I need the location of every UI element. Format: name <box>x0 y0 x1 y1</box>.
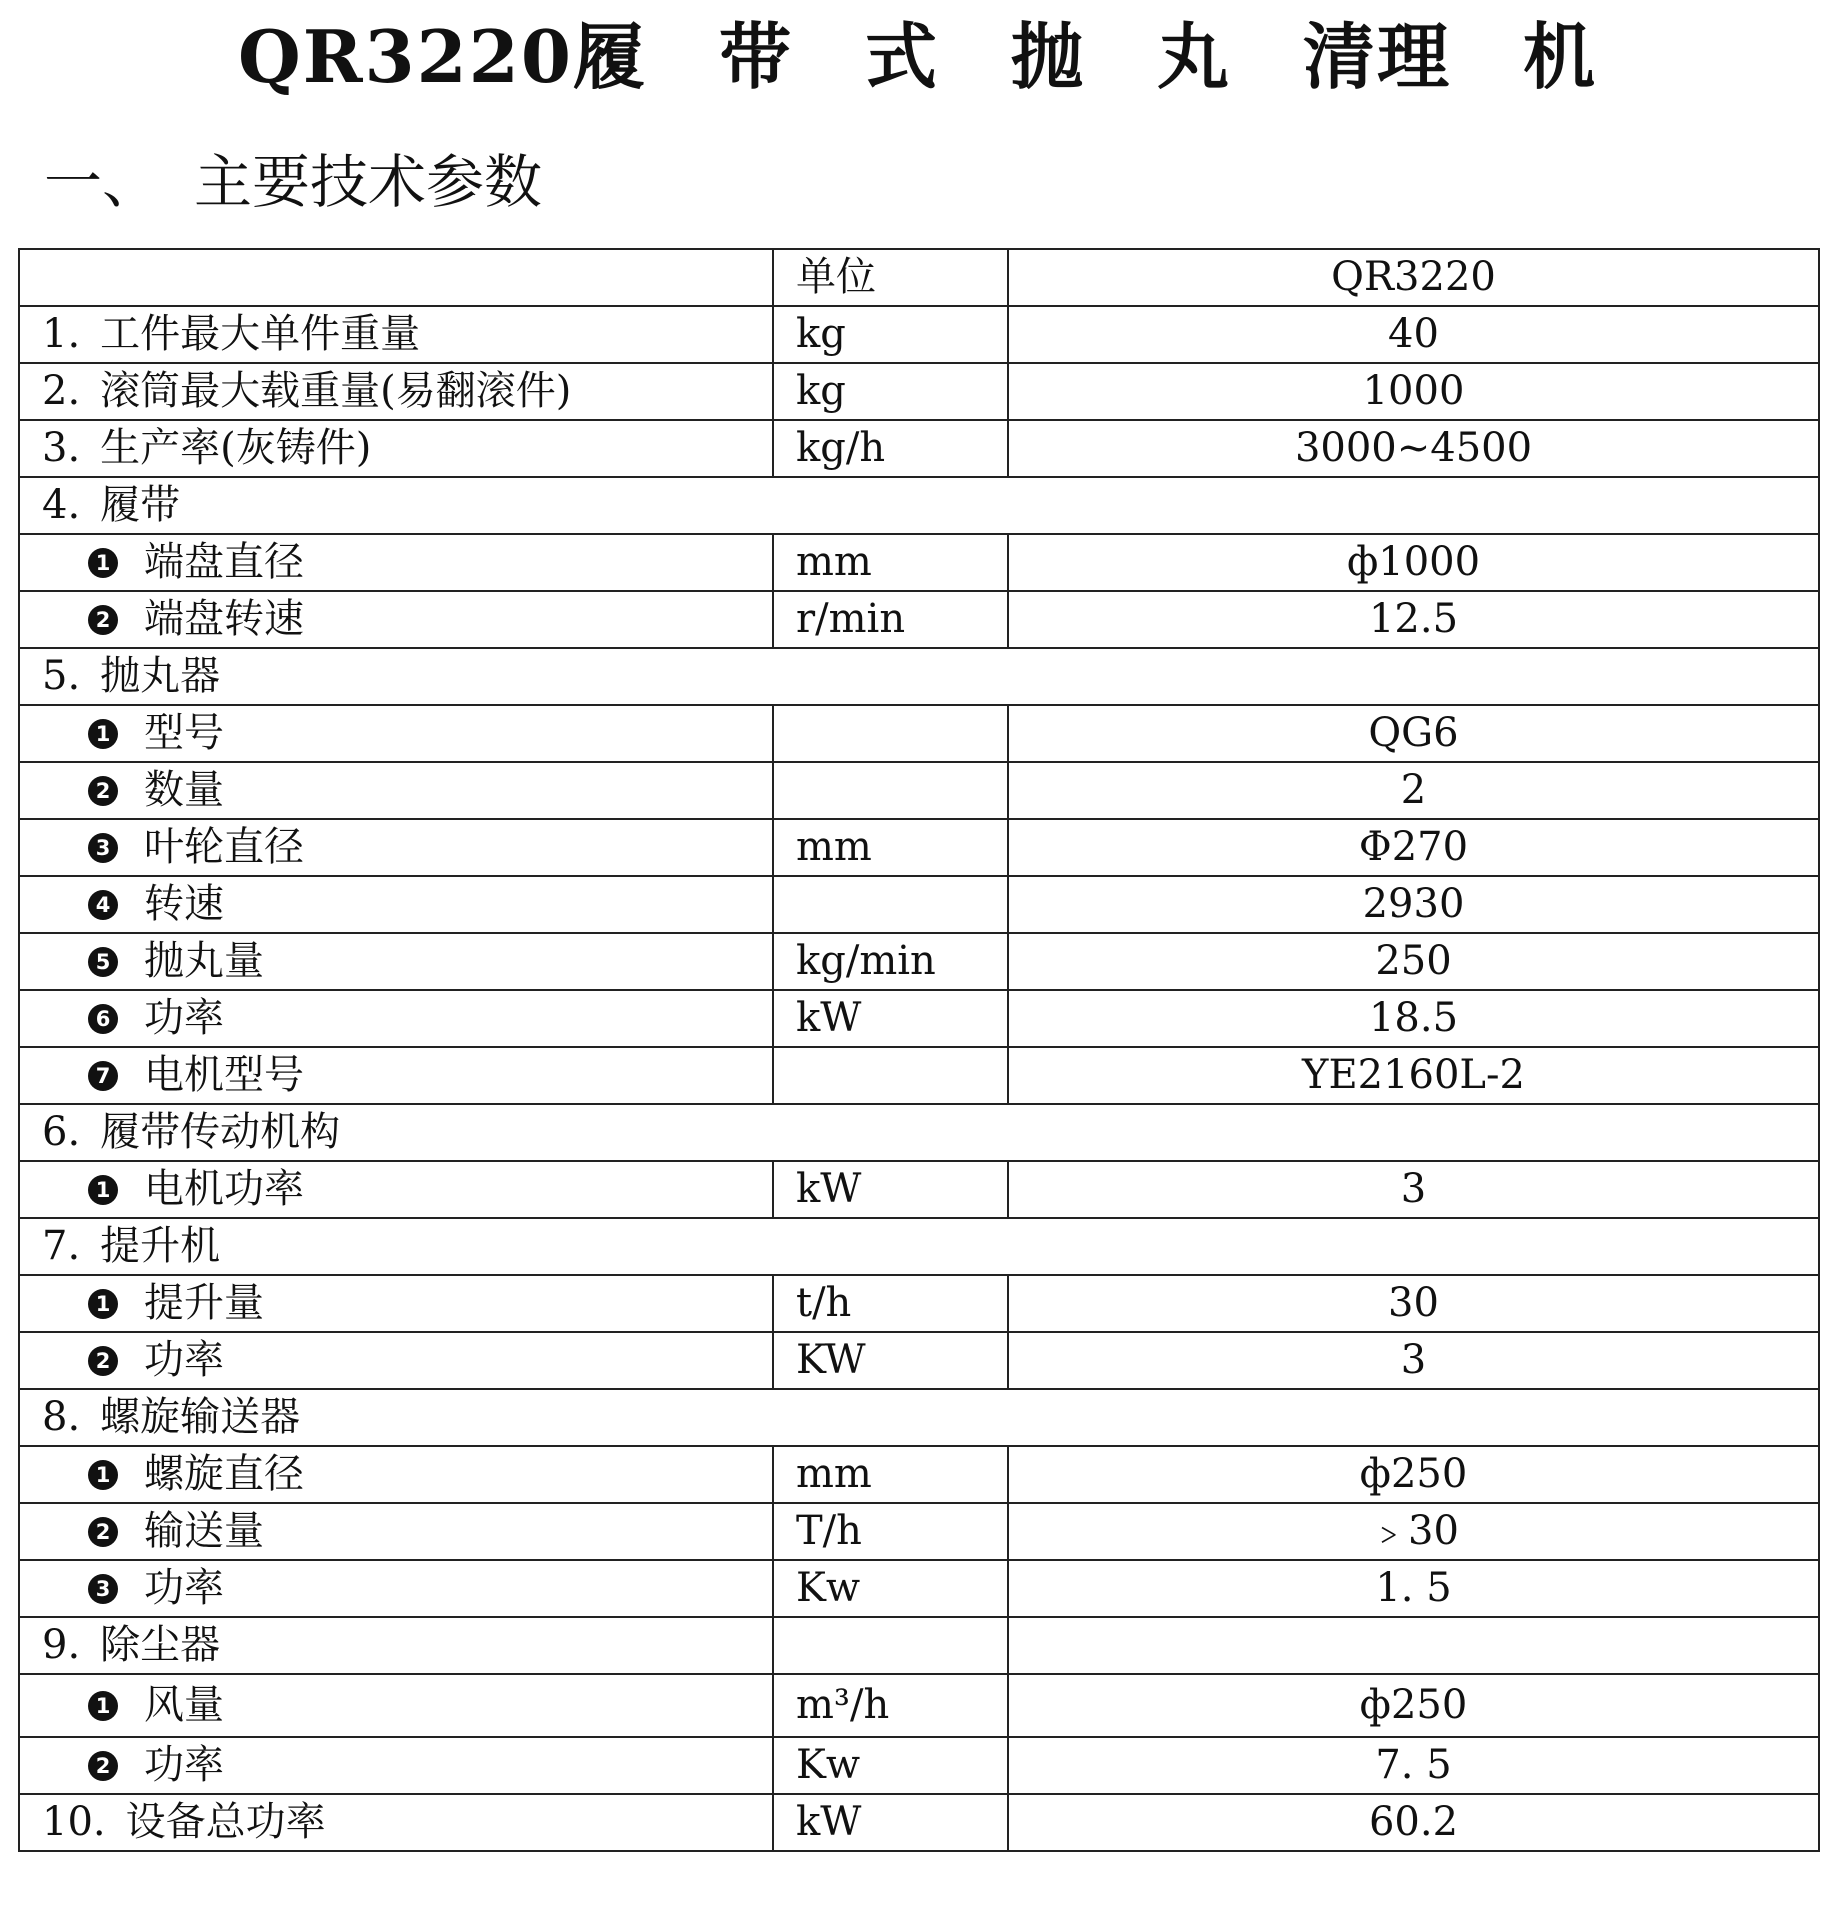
param-value-cell: ф250 <box>1008 1446 1819 1503</box>
param-value-cell: 3000~4500 <box>1008 420 1819 477</box>
table-row <box>19 591 1819 648</box>
header-unit-cell: 单位 <box>773 249 1008 306</box>
item-number: 9. <box>42 1622 81 1668</box>
table-row <box>19 1617 1819 1674</box>
item-number-badge: 1 <box>88 1691 118 1721</box>
param-value-cell: 250 <box>1008 933 1819 990</box>
param-name-cell <box>19 990 773 1047</box>
param-name-cell <box>19 477 1819 534</box>
title-model: QR3220 <box>237 14 573 99</box>
param-label: 履带 <box>100 482 181 528</box>
table-row <box>19 420 1819 477</box>
table-row <box>19 1047 1819 1104</box>
param-value-cell: 40 <box>1008 306 1819 363</box>
param-value-cell: 2930 <box>1008 876 1819 933</box>
item-number-badge: 1 <box>88 719 118 749</box>
param-unit-cell: mm <box>773 1446 1008 1503</box>
param-name-cell <box>19 1503 773 1560</box>
param-label: 功率 <box>144 1742 224 1788</box>
param-label: 螺旋输送器 <box>100 1394 301 1440</box>
param-name-cell <box>19 1737 773 1794</box>
table-row <box>19 1503 1819 1560</box>
param-label: 设备总功率 <box>125 1799 326 1845</box>
param-label: 电机型号 <box>144 1052 304 1098</box>
param-unit-cell <box>773 1617 1008 1674</box>
section-number: 一、 <box>44 148 161 216</box>
table-row <box>19 306 1819 363</box>
item-number: 2. <box>42 368 81 414</box>
param-name-cell <box>19 534 773 591</box>
table-row <box>19 1218 1819 1275</box>
param-unit-cell <box>773 1047 1008 1104</box>
param-name-cell <box>19 1161 773 1218</box>
table-row <box>19 477 1819 534</box>
header-value-cell: QR3220 <box>1008 249 1819 306</box>
table-row <box>19 1332 1819 1389</box>
param-name-cell <box>19 1218 1819 1275</box>
item-number: 10. <box>42 1799 106 1845</box>
item-number: 3. <box>42 425 81 471</box>
table-row <box>19 705 1819 762</box>
item-number-badge: 1 <box>88 548 118 578</box>
table-row <box>19 1389 1819 1446</box>
table-row <box>19 534 1819 591</box>
item-number: 6. <box>42 1109 81 1155</box>
header-name-cell <box>19 249 773 306</box>
param-name-cell <box>19 1794 773 1851</box>
param-value-cell: 7. 5 <box>1008 1737 1819 1794</box>
param-name-cell <box>19 1047 773 1104</box>
param-label: 转速 <box>144 881 224 927</box>
param-label: 数量 <box>144 767 224 813</box>
param-label: 功率 <box>144 1337 224 1383</box>
param-label: 电机功率 <box>144 1166 304 1212</box>
param-unit-cell: t/h <box>773 1275 1008 1332</box>
table-row <box>19 1737 1819 1794</box>
param-label: 滚筒最大载重量(易翻滚件) <box>100 368 572 414</box>
param-label: 输送量 <box>144 1508 264 1554</box>
title-char: 履 <box>572 15 647 99</box>
table-row <box>19 1161 1819 1218</box>
item-number-badge: 3 <box>88 833 118 863</box>
param-unit-cell: kW <box>773 1161 1008 1218</box>
table-row <box>19 363 1819 420</box>
table-row <box>19 933 1819 990</box>
param-unit-cell: kW <box>773 990 1008 1047</box>
param-unit-cell: Kw <box>773 1560 1008 1617</box>
item-number-badge: 2 <box>88 605 118 635</box>
param-name-cell <box>19 933 773 990</box>
param-label: 提升量 <box>144 1280 264 1326</box>
param-unit-cell: kg <box>773 306 1008 363</box>
table-row <box>19 1794 1819 1851</box>
param-label: 抛丸器 <box>100 653 221 699</box>
param-label: 端盘转速 <box>144 596 304 642</box>
param-label: 功率 <box>144 995 224 1041</box>
table-row <box>19 762 1819 819</box>
param-label: 提升机 <box>100 1223 221 1269</box>
item-number-badge: 4 <box>88 890 118 920</box>
param-label: 除尘器 <box>100 1622 221 1668</box>
param-value-cell: 2 <box>1008 762 1819 819</box>
table-row <box>19 876 1819 933</box>
table-row <box>19 1104 1819 1161</box>
param-value-cell: Φ270 <box>1008 819 1819 876</box>
item-number-badge: 6 <box>88 1004 118 1034</box>
param-label: 抛丸量 <box>144 938 264 984</box>
param-name-cell <box>19 1446 773 1503</box>
page-title <box>0 12 1835 102</box>
param-name-cell <box>19 819 773 876</box>
param-unit-cell: T/h <box>773 1503 1008 1560</box>
table-row <box>19 990 1819 1047</box>
param-value-cell: 30 <box>1008 1275 1819 1332</box>
param-label: 工件最大单件重量 <box>100 311 421 357</box>
param-name-cell <box>19 363 773 420</box>
param-unit-cell: kg <box>773 363 1008 420</box>
param-label: 螺旋直径 <box>144 1451 304 1497</box>
param-value-cell: 3 <box>1008 1161 1819 1218</box>
item-number-badge: 2 <box>88 1751 118 1781</box>
param-name-cell <box>19 648 1819 705</box>
item-number: 7. <box>42 1223 81 1269</box>
param-value-cell: ﹥30 <box>1008 1503 1819 1560</box>
section-heading <box>44 142 542 222</box>
param-value-cell: 1000 <box>1008 363 1819 420</box>
item-number: 8. <box>42 1394 81 1440</box>
item-number-badge: 5 <box>88 947 118 977</box>
title-char: 式 <box>864 15 939 99</box>
title-char: 抛 <box>1010 15 1085 99</box>
item-number-badge: 1 <box>88 1289 118 1319</box>
param-label: 端盘直径 <box>144 539 304 585</box>
table-row <box>19 1275 1819 1332</box>
param-value-cell: 3 <box>1008 1332 1819 1389</box>
item-number-badge: 2 <box>88 776 118 806</box>
param-unit-cell: mm <box>773 534 1008 591</box>
title-char: 带 <box>718 15 793 99</box>
param-value-cell: YE2160L-2 <box>1008 1047 1819 1104</box>
item-number-badge: 1 <box>88 1460 118 1490</box>
param-value-cell: 60.2 <box>1008 1794 1819 1851</box>
spec-table-body <box>19 249 1819 1851</box>
param-value-cell: ф1000 <box>1008 534 1819 591</box>
param-name-cell <box>19 876 773 933</box>
item-number-badge: 2 <box>88 1517 118 1547</box>
param-value-cell: 18.5 <box>1008 990 1819 1047</box>
param-unit-cell: Kw <box>773 1737 1008 1794</box>
param-name-cell <box>19 1560 773 1617</box>
param-name-cell <box>19 1275 773 1332</box>
section-heading-text: 主要技术参数 <box>194 148 543 216</box>
param-unit-cell <box>773 705 1008 762</box>
param-unit-cell: m³/h <box>773 1674 1008 1737</box>
param-name-cell <box>19 1104 1819 1161</box>
item-number-badge: 3 <box>88 1574 118 1604</box>
param-label: 履带传动机构 <box>100 1109 341 1155</box>
param-label: 功率 <box>144 1565 224 1611</box>
param-name-cell <box>19 1389 1819 1446</box>
param-unit-cell: kg/min <box>773 933 1008 990</box>
param-unit-cell <box>773 762 1008 819</box>
param-name-cell <box>19 705 773 762</box>
param-unit-cell: mm <box>773 819 1008 876</box>
title-char: 机 <box>1523 15 1598 99</box>
item-number-badge: 7 <box>88 1061 118 1091</box>
param-name-cell <box>19 306 773 363</box>
param-value-cell: 1. 5 <box>1008 1560 1819 1617</box>
param-unit-cell <box>773 876 1008 933</box>
param-label: 叶轮直径 <box>144 824 304 870</box>
item-number-badge: 1 <box>88 1175 118 1205</box>
table-header-row <box>19 249 1819 306</box>
table-row <box>19 1446 1819 1503</box>
param-name-cell <box>19 1674 773 1737</box>
param-label: 生产率(灰铸件) <box>100 425 372 471</box>
param-unit-cell: r/min <box>773 591 1008 648</box>
title-char: 丸 <box>1156 15 1231 99</box>
param-unit-cell: KW <box>773 1332 1008 1389</box>
item-number-badge: 2 <box>88 1346 118 1376</box>
param-unit-cell: kg/h <box>773 420 1008 477</box>
param-value-cell: 12.5 <box>1008 591 1819 648</box>
spec-table <box>18 248 1820 1852</box>
param-name-cell <box>19 591 773 648</box>
title-char: 清理 <box>1303 15 1452 99</box>
item-number: 4. <box>42 482 81 528</box>
param-label: 型号 <box>144 710 224 756</box>
table-row <box>19 819 1819 876</box>
param-value-cell <box>1008 1617 1819 1674</box>
param-name-cell <box>19 420 773 477</box>
table-row <box>19 648 1819 705</box>
param-name-cell <box>19 1332 773 1389</box>
param-label: 风量 <box>144 1682 224 1728</box>
item-number: 1. <box>42 311 81 357</box>
table-row <box>19 1674 1819 1737</box>
param-value-cell: QG6 <box>1008 705 1819 762</box>
param-name-cell <box>19 1617 773 1674</box>
param-name-cell <box>19 762 773 819</box>
table-row <box>19 1560 1819 1617</box>
param-value-cell: ф250 <box>1008 1674 1819 1737</box>
item-number: 5. <box>42 653 81 699</box>
param-unit-cell: kW <box>773 1794 1008 1851</box>
